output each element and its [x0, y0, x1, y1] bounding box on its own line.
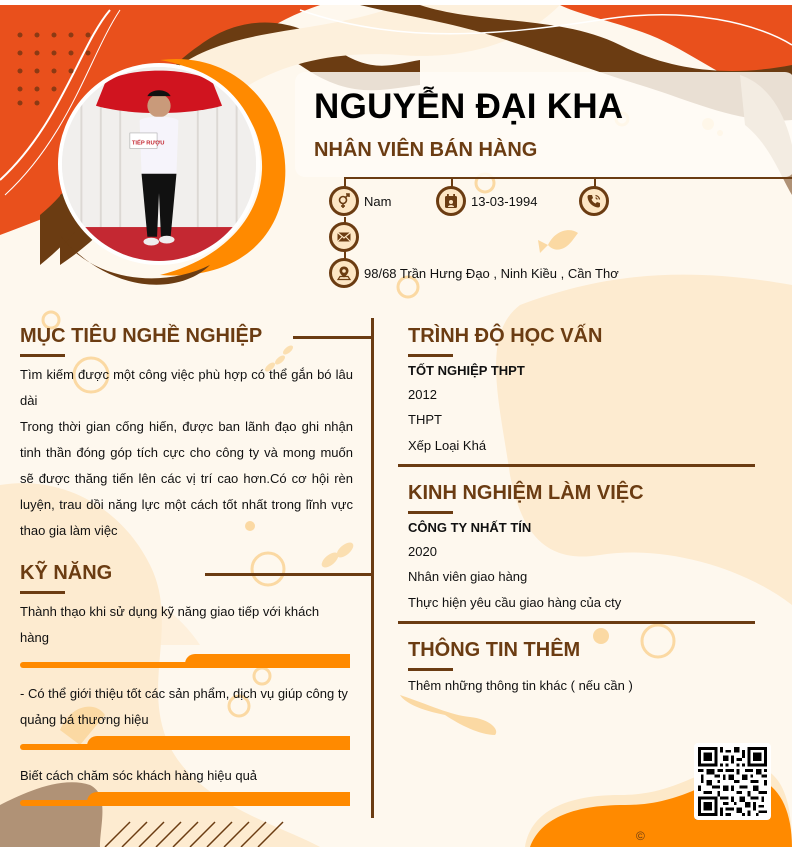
education-school: TỐT NGHIỆP THPT	[408, 363, 525, 378]
skill-label: - Có thể giới thiệu tốt các sản phẩm, dịch vụ giúp công ty quảng bá thương hiệu	[20, 686, 348, 727]
column-divider	[371, 318, 374, 818]
title-underline	[408, 668, 453, 671]
contact-address	[329, 258, 619, 288]
skill-level-bar	[20, 736, 350, 750]
calendar-icon	[436, 186, 466, 216]
address-value: 98/68 Trần Hưng Đạo , Ninh Kiều , Cần Thơ	[364, 265, 619, 281]
objective-paragraph-1: Tìm kiếm được một công việc phù hợp có thể gắn bó lâu dài	[20, 367, 353, 408]
qr-code-icon	[698, 747, 767, 816]
title-underline	[20, 354, 65, 357]
qr-code[interactable]	[694, 743, 771, 820]
contact-phone[interactable]	[579, 186, 614, 216]
title-underline	[20, 591, 65, 594]
skills-title: KỸ NĂNG	[20, 562, 113, 584]
contact-email[interactable]	[329, 222, 364, 252]
education-grade: Xếp Loại Khá	[408, 438, 487, 453]
objective-title: MỤC TIÊU NGHỀ NGHIỆP	[20, 325, 263, 347]
education-major: THPT	[408, 412, 442, 427]
education-year: 2012	[408, 387, 437, 402]
gender-value: Nam	[364, 193, 392, 209]
avatar-photo	[62, 67, 256, 261]
experience-title: KINH NGHIỆM LÀM VIỆC	[408, 482, 644, 504]
skill-label: Thành thạo khi sử dụng kỹ năng giao tiếp với khách hàng	[20, 604, 320, 645]
contact-birthday	[436, 186, 538, 216]
experience-position: Nhân viên giao hàng	[408, 569, 528, 584]
cv-page	[0, 5, 792, 847]
location-icon	[329, 258, 359, 288]
skill-label: Biết cách chăm sóc khách hàng hiệu quả	[20, 768, 258, 783]
objective-paragraph-2: Trong thời gian cống hiến, được ban lãnh đạo ghi nhận tinh thần đóng góp tích cực cho công ty và mong muốn sẽ được thăng tiến lên các vị trí cao hơn.Có cơ hội rèn luyện, trau dồi năng lực một cách tốt nhất trong lĩnh vực thao gia làm việc	[20, 419, 353, 538]
experience-year: 2020	[408, 544, 437, 559]
education-title: TRÌNH ĐỘ HỌC VẤN	[408, 325, 603, 347]
skill-level-bar	[20, 792, 350, 806]
email-icon	[329, 222, 359, 252]
phone-icon	[579, 186, 609, 216]
section-divider	[398, 464, 755, 467]
avatar[interactable]	[62, 67, 256, 261]
gender-icon	[329, 186, 359, 216]
copyright-mark: ©	[636, 829, 645, 843]
contact-gender	[329, 186, 391, 216]
birthday-value: 13-03-1994	[471, 193, 538, 209]
svg-text:TIẾP RƯỢU: TIẾP RƯỢU	[131, 140, 165, 147]
job-title: NHÂN VIÊN BÁN HÀNG	[314, 139, 538, 161]
title-underline	[408, 511, 453, 514]
extra-info-text: Thêm những thông tin khác ( nếu cần )	[408, 678, 633, 693]
contact-connector	[344, 177, 792, 179]
experience-description: Thực hiện yêu cầu giao hàng của cty	[408, 595, 622, 610]
section-connector	[293, 336, 373, 339]
experience-company: CÔNG TY NHẤT TÍN	[408, 520, 532, 535]
avatar-frame	[58, 63, 260, 265]
skill-level-bar	[20, 654, 350, 668]
candidate-name: NGUYỄN ĐẠI KHA	[314, 87, 624, 126]
extra-info-title: THÔNG TIN THÊM	[408, 639, 581, 661]
section-divider	[398, 621, 755, 624]
title-underline	[408, 354, 453, 357]
section-connector	[205, 573, 373, 576]
